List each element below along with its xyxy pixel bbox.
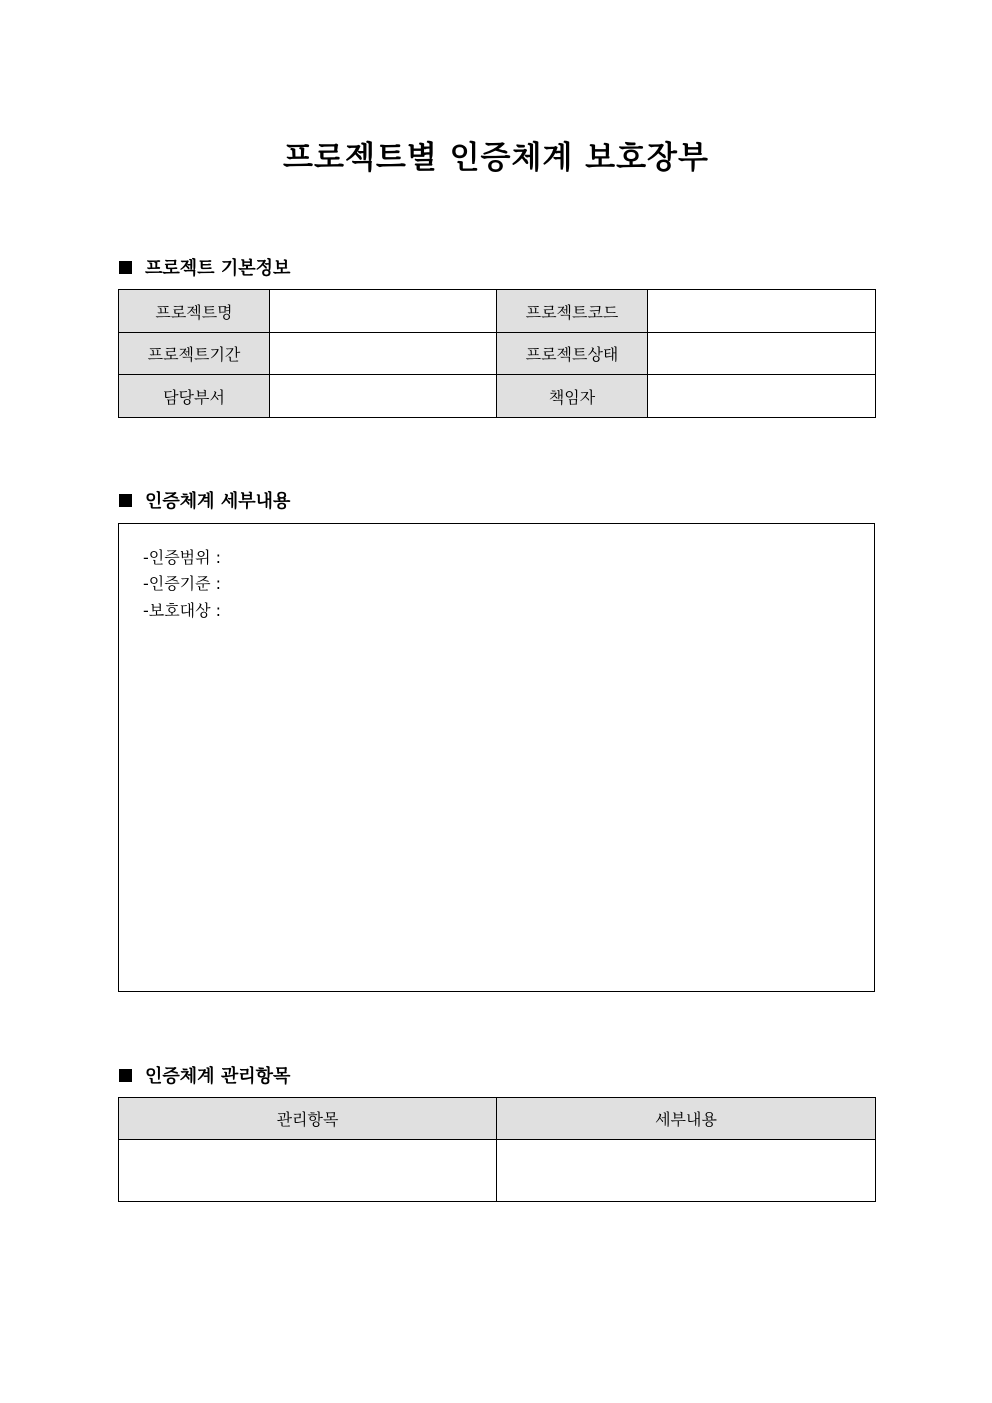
basic-info-table: [118, 289, 876, 418]
project-name-field[interactable]: [270, 290, 497, 333]
management-detail-field[interactable]: [497, 1140, 876, 1202]
table-row: [119, 375, 876, 418]
table-row: [119, 333, 876, 375]
detail-line-criteria: -인증기준 :: [143, 574, 222, 593]
manager-field[interactable]: [648, 375, 876, 418]
document-title: 프로젝트별 인증체계 보호장부: [283, 140, 709, 176]
detail-line-target: -보호대상 :: [143, 601, 222, 620]
square-bullet-icon: [119, 261, 132, 274]
label-project-name: 프로젝트명: [119, 290, 270, 333]
management-item-field[interactable]: [119, 1140, 497, 1202]
table-header-row: [119, 1098, 876, 1140]
label-project-period: 프로젝트기간: [119, 333, 270, 375]
header-management-item: 관리항목: [119, 1098, 497, 1140]
section-heading-basic-info: [119, 254, 290, 280]
label-project-code: 프로젝트코드: [497, 290, 648, 333]
square-bullet-icon: [119, 1069, 132, 1082]
section-heading-management: [119, 1062, 290, 1088]
label-department: 담당부서: [119, 375, 270, 418]
project-code-field[interactable]: [648, 290, 876, 333]
table-row: [119, 1140, 876, 1202]
label-project-status: 프로젝트상태: [497, 333, 648, 375]
section-heading-detail: [119, 487, 290, 513]
square-bullet-icon: [119, 494, 132, 507]
project-period-field[interactable]: [270, 333, 497, 375]
management-table: [118, 1097, 876, 1202]
header-detail: 세부내용: [497, 1098, 876, 1140]
table-row: [119, 290, 876, 333]
section-heading-label: 프로젝트 기본정보: [145, 258, 291, 279]
label-manager: 책임자: [497, 375, 648, 418]
section-heading-label: 인증체계 세부내용: [145, 491, 291, 512]
project-status-field[interactable]: [648, 333, 876, 375]
section-heading-label: 인증체계 관리항목: [145, 1066, 291, 1087]
department-field[interactable]: [270, 375, 497, 418]
detail-content-box[interactable]: [118, 523, 875, 992]
detail-line-scope: -인증범위 :: [143, 548, 222, 567]
